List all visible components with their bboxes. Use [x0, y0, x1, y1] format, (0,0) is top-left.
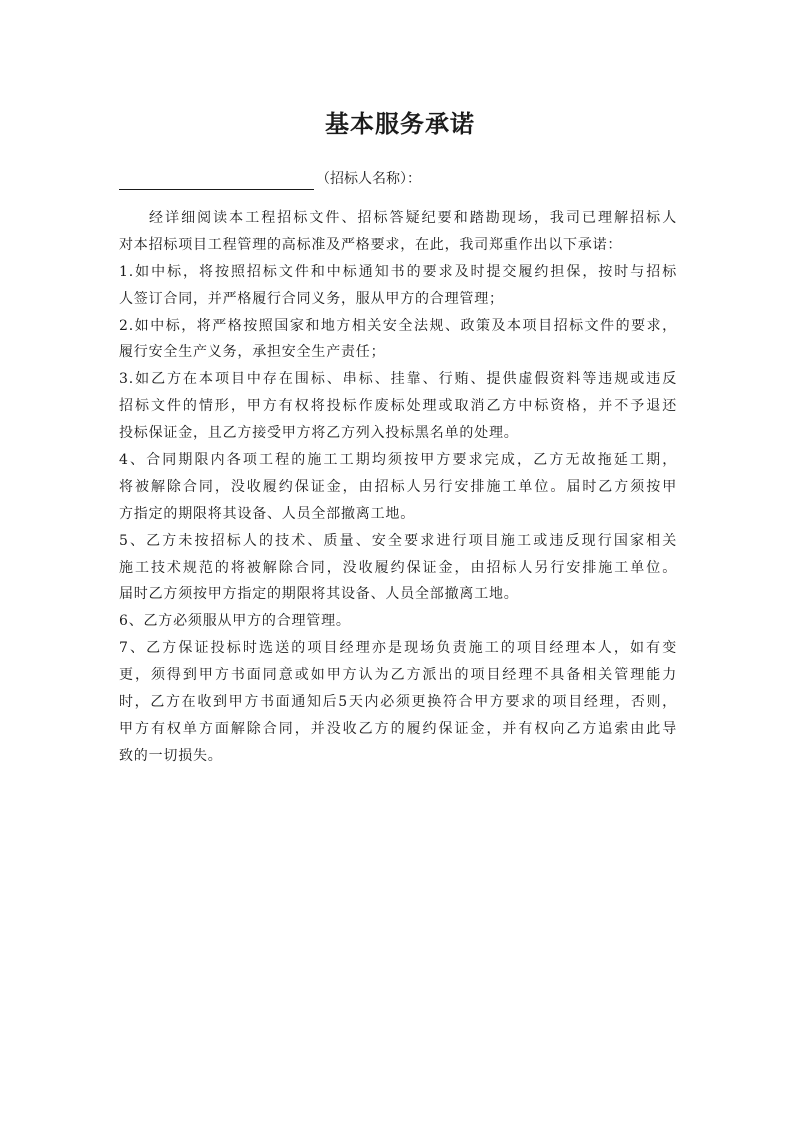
paragraph-line: 时，乙方在收到甲方书面通知后5天内必须更换符合甲方要求的项目经理，否则， [119, 694, 677, 711]
paragraph-line: 经详细阅读本工程招标文件、招标答疑纪要和踏勘现场，我司已理解招标人 [149, 210, 677, 226]
paragraph-line: 6、乙方必须服从甲方的合理管理。 [119, 613, 351, 630]
paragraph-line: 方指定的期限将其设备、人员全部撤离工地。 [119, 505, 415, 522]
tenderer-name-blank [119, 169, 314, 190]
paragraph-line: 更，须得到甲方书面同意或如甲方认为乙方派出的项目经理不具备相关管理能力 [119, 667, 677, 684]
commitment-body [119, 205, 677, 770]
paragraph-line: 招标文件的情形，甲方有权将投标作废标处理或取消乙方中标资格，并不予退还 [119, 398, 677, 415]
paragraph-line: 5、乙方未按招标人的技术、质量、安全要求进行项目施工或违反现行国家相关 [119, 532, 677, 549]
paragraph-line: 4、合同期限内各项工程的施工工期均须按甲方要求完成，乙方无故拖延工期， [119, 452, 677, 469]
paragraph-line: 1.如中标，将按照招标文件和中标通知书的要求及时提交履约担保，按时与招标 [119, 263, 677, 280]
paragraph-line: 施工技术规范的将被解除合同，没收履约保证金，由招标人另行安排施工单位。 [119, 559, 677, 576]
paragraph-line: 投标保证金，且乙方接受甲方将乙方列入投标黑名单的处理。 [119, 425, 519, 442]
paragraph-line: 甲方有权单方面解除合同，并没收乙方的履约保证金，并有权向乙方追索由此导 [119, 720, 677, 737]
document-title: 基本服务承诺 [325, 110, 475, 138]
paragraph-line: 3.如乙方在本项目中存在围标、串标、挂靠、行贿、提供虚假资料等违规或违反 [119, 371, 677, 388]
paragraph-line: 人签订合同，并严格履行合同义务，服从甲方的合理管理； [119, 290, 504, 307]
addressee-line [119, 168, 421, 190]
paragraph-line: 致的一切损失。 [119, 747, 223, 764]
paragraph-line: 履行安全生产义务，承担安全生产责任； [119, 344, 386, 361]
paragraph-line: 7、乙方保证投标时选送的项目经理亦是现场负责施工的项目经理本人，如有变 [119, 640, 677, 657]
paragraph-line: 将被解除合同，没收履约保证金，由招标人另行安排施工单位。届时乙方须按甲 [119, 478, 677, 495]
addressee-label: （招标人名称）： [316, 171, 421, 187]
paragraph-line: 2.如中标，将严格按照国家和地方相关安全法规、政策及本项目招标文件的要求， [119, 317, 677, 334]
paragraph-line: 届时乙方须按甲方指定的期限将其设备、人员全部撤离工地。 [119, 586, 519, 603]
paragraph-line: 对本招标项目工程管理的高标准及严格要求，在此，我司郑重作出以下承诺： [119, 236, 623, 253]
